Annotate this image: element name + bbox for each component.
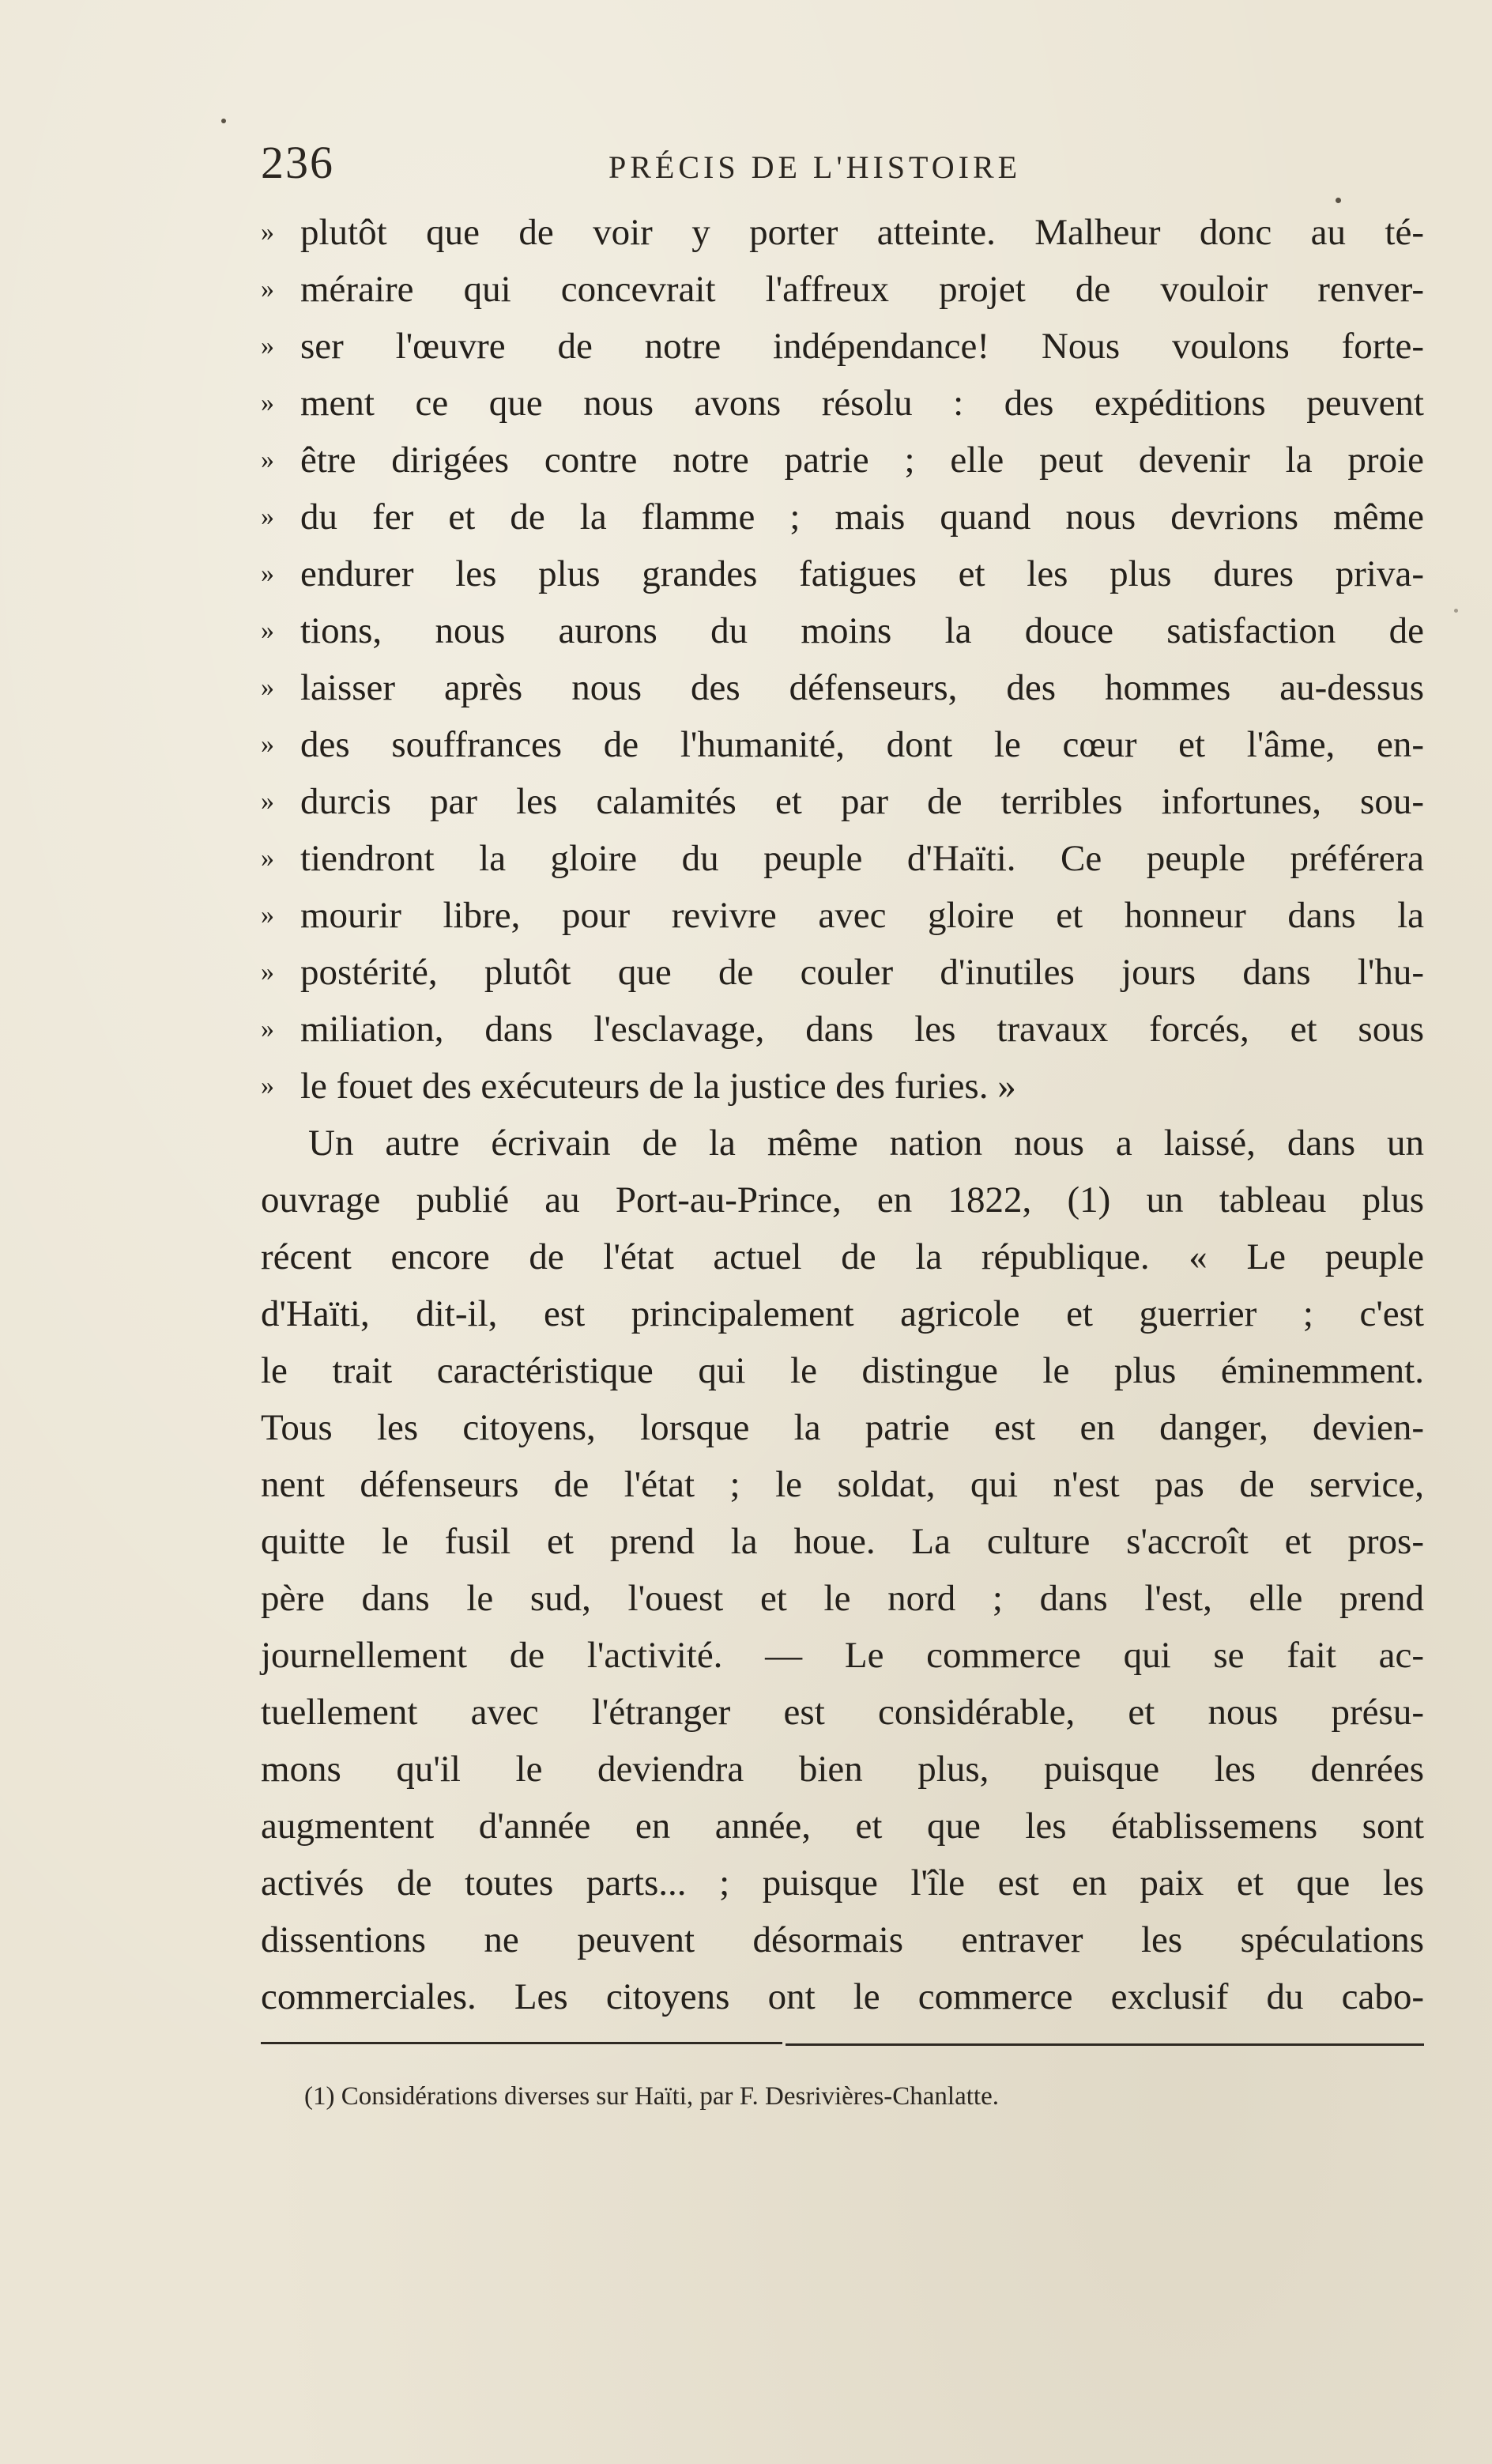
quote-line	[261, 944, 1424, 1001]
quote-line-text: durcis par les calamités et par de terribles infortunes, sou-	[300, 781, 1424, 822]
paragraph-line: activés de toutes parts... ; puisque l'île est en paix et que les	[261, 1862, 1424, 1904]
paragraph-line: tuellement avec l'étranger est considérable, et nous présu-	[261, 1692, 1424, 1733]
paragraph-line: Un autre écrivain de la même nation nous a laissé, dans un	[308, 1123, 1424, 1164]
paragraph-line: commerciales. Les citoyens ont le commerce exclusif du cabo-	[261, 1976, 1424, 2017]
body-text	[261, 204, 1424, 2025]
quote-line-text: laisser après nous des défenseurs, des hommes au-dessus	[300, 667, 1424, 708]
quote-line-text: méraire qui concevrait l'affreux projet de vouloir renver-	[300, 269, 1424, 310]
quote-line-text: plutôt que de voir y porter atteinte. Malheur donc au té-	[300, 212, 1424, 253]
quote-line	[261, 375, 1424, 432]
quote-line	[261, 887, 1424, 944]
quote-line	[261, 261, 1424, 318]
paragraph-line: quitte le fusil et prend la houe. La culture s'accroît et pros-	[261, 1521, 1424, 1562]
paragraph-line: le trait caractéristique qui le distingue le plus éminemment.	[261, 1350, 1424, 1391]
quote-line	[261, 1001, 1424, 1058]
quote-mark: »	[261, 388, 274, 417]
quote-mark: »	[261, 900, 274, 930]
quote-line-text: tions, nous aurons du moins la douce satisfaction de	[300, 610, 1424, 651]
quote-mark: »	[261, 787, 274, 816]
quote-line-text: le fouet des exécuteurs de la justice des furies. »	[300, 1066, 1016, 1107]
quote-mark: »	[261, 445, 274, 474]
paragraph-line: dissentions ne peuvent désormais entraver les spéculations	[261, 1919, 1424, 1960]
quote-line-text: ment ce que nous avons résolu : des expéditions peuvent	[300, 383, 1424, 424]
running-title: PRÉCIS DE L'HISTOIRE	[608, 149, 1022, 185]
quote-mark: »	[261, 616, 274, 645]
quote-line	[261, 1058, 1424, 1115]
quote-mark: »	[261, 673, 274, 702]
quote-line	[261, 204, 1424, 261]
paragraph-line: nent défenseurs de l'état ; le soldat, qui n'est pas de service,	[261, 1464, 1424, 1505]
quote-line	[261, 830, 1424, 887]
quote-line-text: être dirigées contre notre patrie ; elle peut devenir la proie	[300, 440, 1424, 481]
quote-mark: »	[261, 217, 274, 247]
paragraph-line: récent encore de l'état actuel de la république. « Le peuple	[261, 1236, 1424, 1277]
footnote-rule-right	[786, 2043, 1424, 2046]
quote-mark: »	[261, 957, 274, 987]
quote-line-text: ser l'œuvre de notre indépendance! Nous voulons forte-	[300, 326, 1424, 367]
quote-line-text: miliation, dans l'esclavage, dans les travaux forcés, et sous	[300, 1009, 1424, 1050]
quote-line-text: mourir libre, pour revivre avec gloire et honneur dans la	[300, 895, 1424, 936]
quote-line	[261, 545, 1424, 602]
quote-line	[261, 602, 1424, 659]
quote-line-text: tiendront la gloire du peuple d'Haïti. Ce peuple préférera	[300, 838, 1424, 879]
quoted-passage	[261, 204, 1424, 1115]
quote-line-text: endurer les plus grandes fatigues et les plus dures priva-	[300, 553, 1424, 594]
quote-mark: »	[261, 274, 274, 304]
quote-line-text: du fer et de la flamme ; mais quand nous devrions même	[300, 496, 1424, 538]
quote-line	[261, 318, 1424, 375]
quote-mark: »	[261, 843, 274, 873]
quote-line-text: postérité, plutôt que de couler d'inutiles jours dans l'hu-	[300, 952, 1424, 993]
quote-mark: »	[261, 502, 274, 531]
paragraph-line: d'Haïti, dit-il, est principalement agricole et guerrier ; c'est	[261, 1293, 1424, 1334]
running-header	[261, 136, 1424, 199]
paragraph-line: mons qu'il le deviendra bien plus, puisque les denrées	[261, 1749, 1424, 1790]
paper-speck	[1454, 609, 1458, 613]
quote-mark: »	[261, 1014, 274, 1043]
paragraph-line: augmentent d'année en année, et que les établissemens sont	[261, 1806, 1424, 1847]
quote-mark: »	[261, 331, 274, 360]
paragraph	[261, 1115, 1424, 2025]
footnote-rule-left	[261, 2042, 782, 2044]
quote-mark: »	[261, 730, 274, 759]
quote-line	[261, 489, 1424, 545]
paragraph-line: journellement de l'activité. — Le commerce qui se fait ac-	[261, 1635, 1424, 1676]
paper-speck	[221, 119, 226, 123]
quote-line-text: des souffrances de l'humanité, dont le cœur et l'âme, en-	[300, 724, 1424, 765]
quote-mark: »	[261, 559, 274, 588]
paragraph-line: père dans le sud, l'ouest et le nord ; dans l'est, elle prend	[261, 1578, 1424, 1619]
quote-line	[261, 659, 1424, 716]
quote-line	[261, 773, 1424, 830]
paper-speck	[1336, 198, 1341, 203]
quote-line	[261, 432, 1424, 489]
quote-mark: »	[261, 1071, 274, 1100]
paragraph-line: ouvrage publié au Port-au-Prince, en 1822, (1) un tableau plus	[261, 1179, 1424, 1221]
quote-line	[261, 716, 1424, 773]
footnote: (1) Considérations diverses sur Haïti, par F. Desrivières-Chanlatte.	[304, 2082, 999, 2111]
page-number: 236	[261, 137, 334, 188]
paragraph-line: Tous les citoyens, lorsque la patrie est en danger, devien-	[261, 1407, 1424, 1448]
